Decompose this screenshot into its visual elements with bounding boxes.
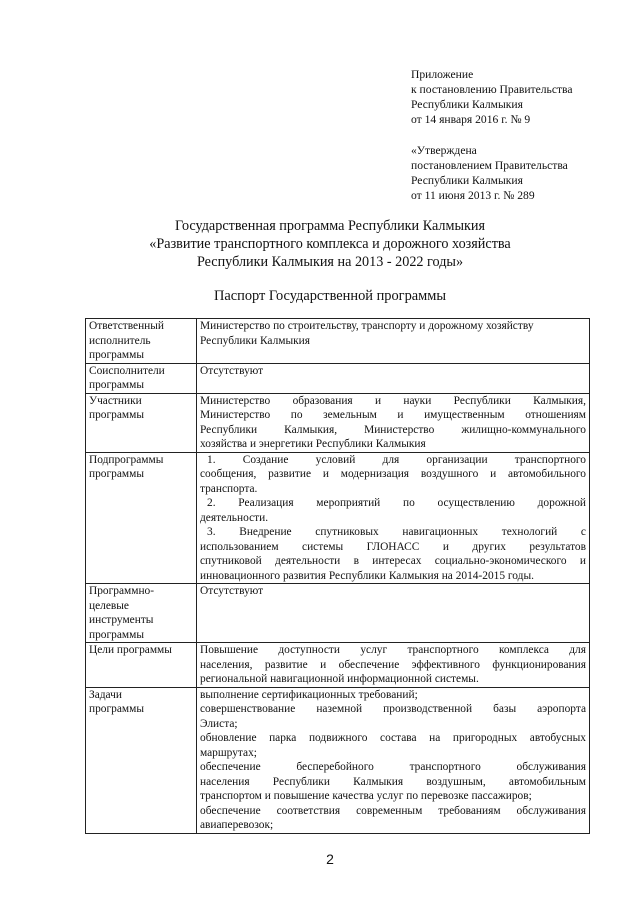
row-value [197, 584, 590, 643]
value-line: инновационного развития Республики Калмыкия на 2014-2015 годы. [200, 569, 534, 582]
approval-line: постановлением Правительства [411, 159, 568, 172]
row-value [197, 393, 590, 452]
program-title-line: Республики Калмыкия на 2013 - 2022 годы» [196, 254, 464, 270]
row-label [86, 452, 197, 584]
row-label [86, 687, 197, 833]
table-row [86, 584, 590, 643]
label-line: программы [89, 703, 144, 715]
value-line: выполнение сертификационных требований; [200, 688, 418, 701]
label-line: Программно- [89, 585, 155, 597]
value-line: транспорта. [200, 482, 258, 495]
value-line: 2. Реализация мероприятий по осуществлению дорожной [207, 497, 586, 509]
value-line: Отсутствуют [200, 364, 264, 377]
label-line: Соисполнители [89, 364, 165, 377]
approval-line: «Утверждена [411, 144, 477, 157]
value-line: населения, развитие и обеспечение эффективного функционирования [200, 658, 586, 671]
value-line: населения Республики Калмыкия воздушным, автомобильным [200, 775, 586, 788]
table-row [86, 393, 590, 452]
approval-line: от 11 июня 2013 г. № 289 [411, 189, 535, 202]
value-line: Министерство по строительству, транспорту и дорожному хозяйству [200, 320, 534, 332]
value-line: Республики Калмыкия, Министерство жилищно-коммунального [200, 423, 586, 436]
label-line: Задачи [89, 688, 122, 701]
table-row [86, 319, 590, 364]
label-line: программы [89, 409, 144, 421]
row-label [86, 363, 197, 393]
passport-title: Паспорт Государственной программы [213, 288, 447, 304]
row-value [197, 319, 590, 364]
appendix-line: Республики Калмыкия [411, 98, 523, 111]
value-line: авиаперевозок; [200, 819, 274, 831]
approval-stamp-text [411, 143, 568, 203]
table-row [86, 452, 590, 584]
row-value [197, 687, 590, 833]
appendix-line: от 14 января 2016 г. № 9 [411, 113, 531, 126]
label-line: инструменты [89, 614, 154, 626]
approval-line: Республики Калмыкия [411, 174, 523, 187]
value-line: региональной навигационной информационной системы. [200, 673, 479, 685]
value-line: Отсутствуют [200, 585, 264, 597]
value-line: обеспечение бесперебойного транспортного обслуживания [200, 761, 586, 773]
label-line: Участники [89, 394, 142, 407]
program-title-line: Государственная программа Республики Калмыкия [175, 218, 485, 234]
value-line: спутниковой деятельности в интересах социально-экономического и [200, 555, 586, 567]
label-line: Цели программы [89, 644, 172, 656]
value-line: Элиста; [200, 717, 238, 730]
value-line: транспортом и повышение качества услуг по перевозке пассажиров; [200, 790, 532, 802]
page-number: 2 [326, 851, 334, 867]
value-line: Повышение доступности услуг транспортного комплекса для [200, 644, 586, 656]
row-label [86, 643, 197, 688]
value-line: Министерство по земельным и имущественным отношениям [200, 409, 586, 421]
value-line: 1. Создание условий для организации транспортного [207, 453, 586, 466]
label-line: программы [89, 349, 144, 361]
row-value [197, 363, 590, 393]
value-line: обеспечение соответствия современным требованиям обслуживания [200, 804, 586, 817]
row-value [197, 452, 590, 584]
label-line: программы [89, 628, 144, 641]
value-line: Министерство образования и науки Республики Калмыкия, [200, 394, 586, 407]
label-line: Ответственный [89, 320, 165, 332]
label-line: целевые [89, 599, 129, 612]
table-row [86, 363, 590, 393]
row-label [86, 393, 197, 452]
label-line: Подпрограммы [89, 453, 164, 466]
value-line: маршрутах; [200, 746, 257, 759]
value-line: совершенствование наземной производственной базы аэропорта [200, 703, 586, 715]
row-label [86, 584, 197, 643]
program-title-line: «Развитие транспортного комплекса и дорожного хозяйства [149, 236, 511, 252]
label-line: исполнитель [89, 334, 151, 347]
value-line: сообщения, развитие и модернизация воздушного и автомобильного [200, 468, 586, 480]
value-line: хозяйства и энергетики Республики Калмыкия [200, 438, 426, 450]
row-label [86, 319, 197, 364]
value-line: Республики Калмыкия [200, 334, 311, 347]
row-value [197, 643, 590, 688]
table-row [86, 643, 590, 688]
table-row [86, 687, 590, 833]
value-line: использованием системы ГЛОНАСС и других результатов [200, 540, 586, 553]
value-line: обновление парка подвижного состава на пригородных автобусных [200, 732, 586, 744]
passport-table [85, 318, 590, 834]
value-line: деятельности. [200, 511, 269, 524]
label-line: программы [89, 468, 144, 480]
appendix-line: Приложение [411, 68, 474, 81]
label-line: программы [89, 379, 144, 391]
appendix-line: к постановлению Правительства [411, 83, 573, 96]
value-line: 3. Внедрение спутниковых навигационных технологий с [207, 526, 586, 538]
appendix-header [411, 67, 573, 127]
